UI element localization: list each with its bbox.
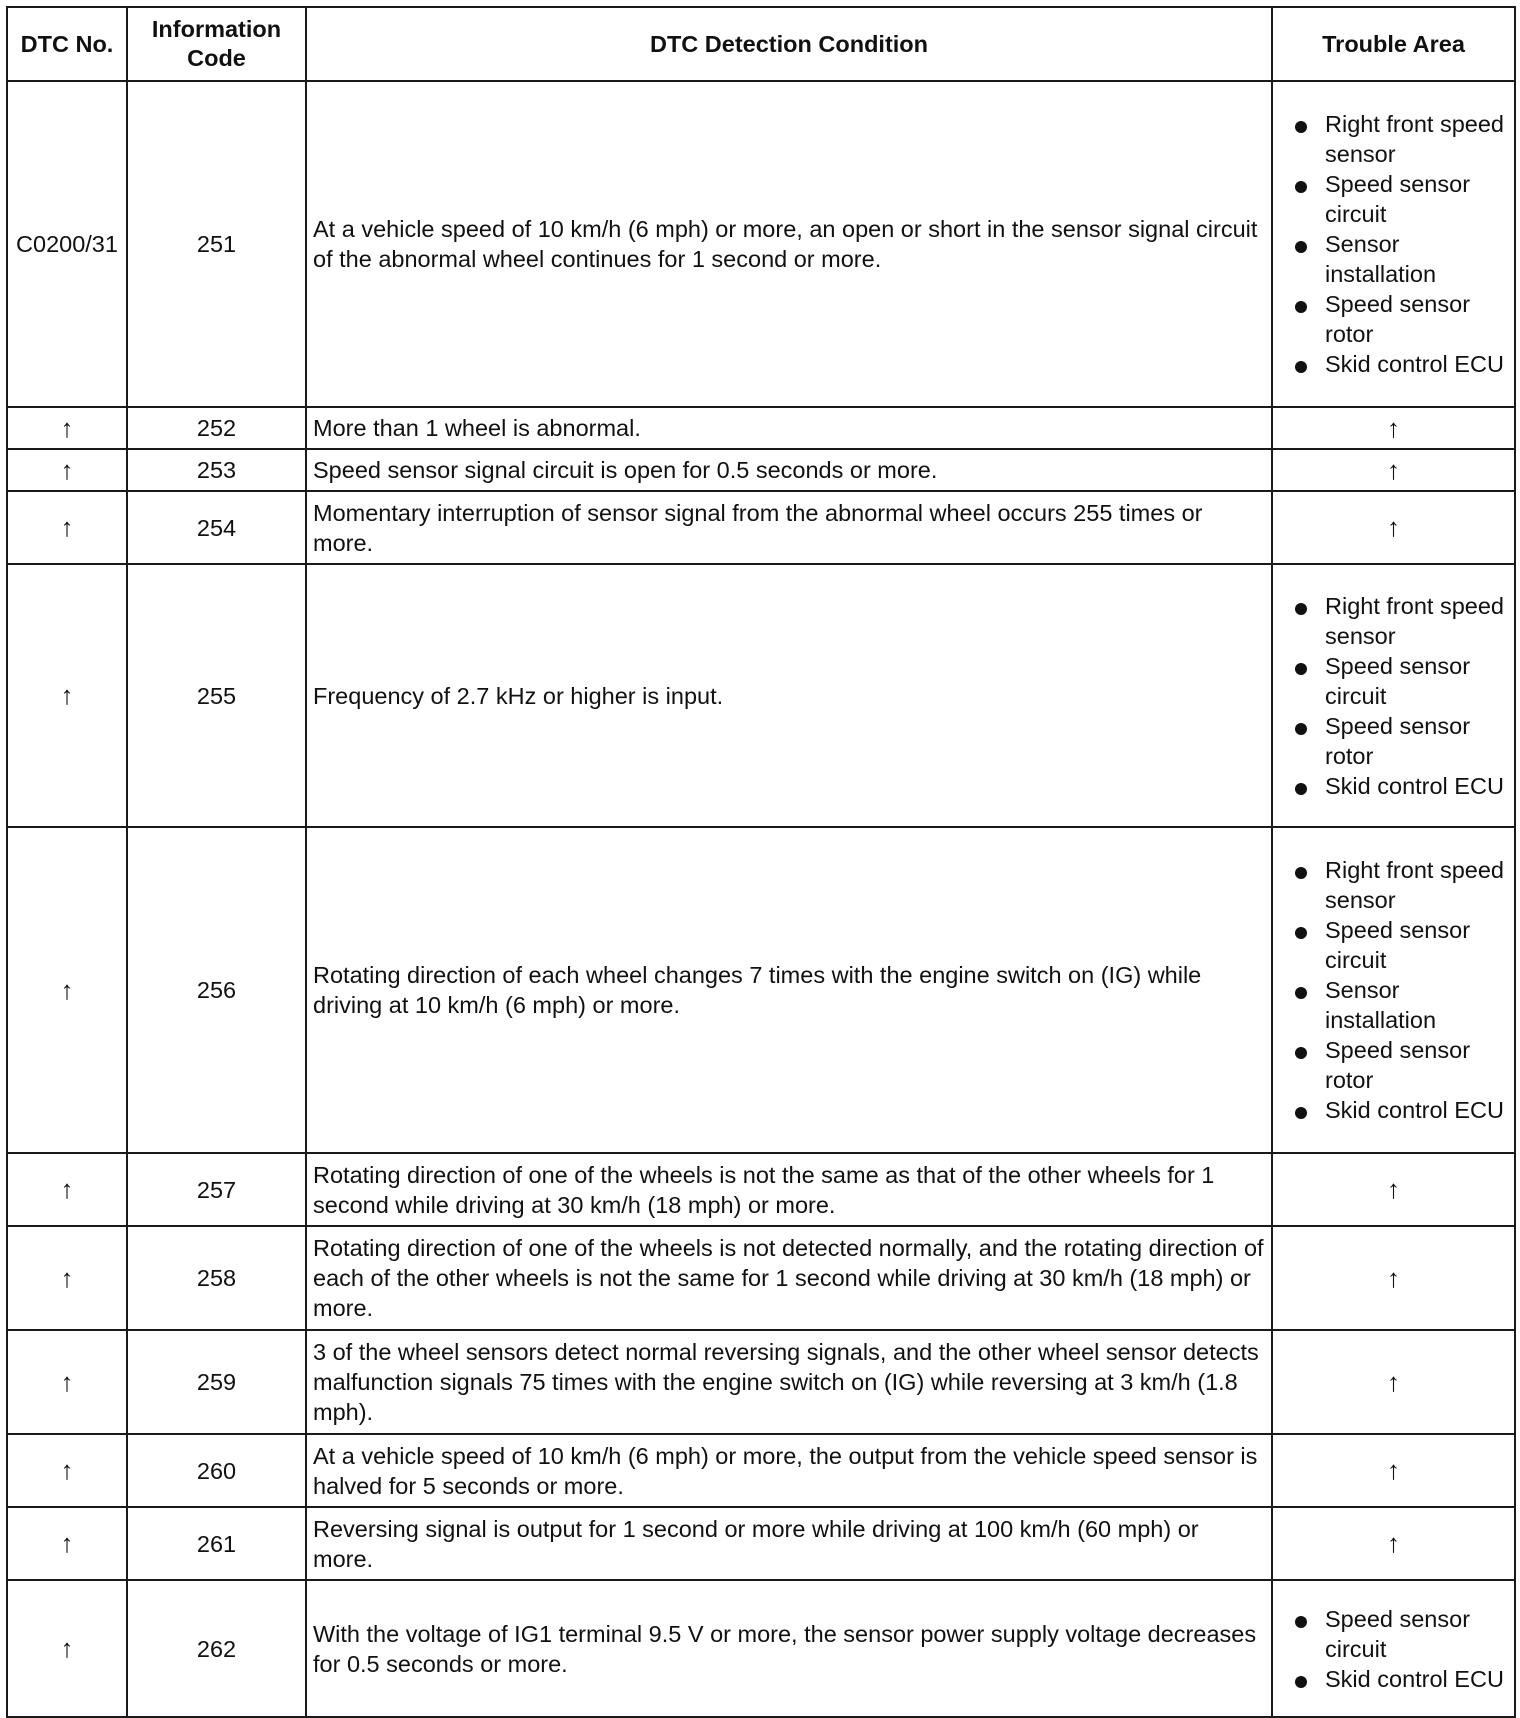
same-as-above-arrow-icon: ↑: [1387, 1174, 1400, 1204]
trouble-area-list: [1279, 109, 1508, 379]
same-as-above-arrow-icon: ↑: [60, 512, 74, 542]
dtc-cell: [7, 1434, 127, 1507]
info-code-cell: 252: [127, 407, 306, 449]
dtc-cell: [7, 1330, 127, 1434]
trouble-area-item: Sensor installation: [1279, 229, 1508, 289]
trouble-area-cell: [1272, 1507, 1515, 1580]
table-row: [7, 1226, 1515, 1330]
trouble-area-item: Speed sensor rotor: [1279, 289, 1508, 349]
trouble-area-item: Speed sensor rotor: [1279, 711, 1508, 771]
dtc-cell: [7, 1580, 127, 1717]
condition-cell: At a vehicle speed of 10 km/h (6 mph) or more, an open or short in the sensor signal circuit of the abnormal wheel continues for 1 second or more.: [306, 81, 1272, 407]
trouble-area-cell: [1272, 1580, 1515, 1717]
trouble-area-cell: [1272, 1226, 1515, 1330]
same-as-above-arrow-icon: ↑: [1387, 454, 1400, 485]
dtc-cell: [7, 564, 127, 827]
dtc-cell: C0200/31: [7, 81, 127, 407]
dtc-cell: [7, 1507, 127, 1580]
condition-cell: Reversing signal is output for 1 second or more while driving at 100 km/h (60 mph) or more.: [306, 1507, 1272, 1580]
trouble-area-cell: [1272, 827, 1515, 1153]
same-as-above-arrow-icon: ↑: [60, 454, 74, 485]
trouble-area-item: Speed sensor circuit: [1279, 915, 1508, 975]
info-code-cell: 262: [127, 1580, 306, 1717]
table-row: [7, 1434, 1515, 1507]
condition-cell: Rotating direction of each wheel changes 7 times with the engine switch on (IG) while driving at 10 km/h (6 mph) or more.: [306, 827, 1272, 1153]
table-row: [7, 1153, 1515, 1226]
trouble-area-item: Right front speed sensor: [1279, 109, 1508, 169]
header-row: [7, 7, 1515, 81]
trouble-area-cell: [1272, 407, 1515, 449]
trouble-area-item: Speed sensor rotor: [1279, 1035, 1508, 1095]
trouble-area-item: Right front speed sensor: [1279, 591, 1508, 651]
info-code-cell: 257: [127, 1153, 306, 1226]
condition-cell: More than 1 wheel is abnormal.: [306, 407, 1272, 449]
table-row: [7, 1580, 1515, 1717]
same-as-above-arrow-icon: ↑: [1387, 1455, 1400, 1485]
trouble-area-item: Speed sensor circuit: [1279, 169, 1508, 229]
same-as-above-arrow-icon: ↑: [60, 1633, 74, 1663]
same-as-above-arrow-icon: ↑: [60, 1366, 74, 1397]
condition-cell: Speed sensor signal circuit is open for 0.5 seconds or more.: [306, 449, 1272, 491]
same-as-above-arrow-icon: ↑: [60, 1455, 74, 1485]
trouble-area-list: [1279, 1604, 1508, 1694]
condition-cell: At a vehicle speed of 10 km/h (6 mph) or more, the output from the vehicle speed sensor is halved for 5 seconds or more.: [306, 1434, 1272, 1507]
table-row: [7, 1507, 1515, 1580]
condition-cell: Momentary interruption of sensor signal from the abnormal wheel occurs 255 times or more.: [306, 491, 1272, 564]
dtc-cell: [7, 491, 127, 564]
condition-cell: Rotating direction of one of the wheels is not the same as that of the other wheels for 1 second while driving at 30 km/h (18 mph) or more.: [306, 1153, 1272, 1226]
info-code-cell: 261: [127, 1507, 306, 1580]
header-detection-condition: DTC Detection Condition: [306, 7, 1272, 81]
trouble-area-item: Right front speed sensor: [1279, 855, 1508, 915]
same-as-above-arrow-icon: ↑: [60, 974, 74, 1005]
info-code-cell: 260: [127, 1434, 306, 1507]
info-code-cell: 259: [127, 1330, 306, 1434]
same-as-above-arrow-icon: ↑: [60, 1262, 74, 1293]
dtc-cell: [7, 407, 127, 449]
same-as-above-arrow-icon: ↑: [60, 1528, 74, 1558]
condition-cell: Rotating direction of one of the wheels is not detected normally, and the rotating direction of each of the other wheels is not the same for 1 second while driving at 30 km/h (18 mph) or more.: [306, 1226, 1272, 1330]
trouble-area-item: Skid control ECU: [1279, 771, 1508, 801]
condition-cell: With the voltage of IG1 terminal 9.5 V or more, the sensor power supply voltage decreases for 0.5 seconds or more.: [306, 1580, 1272, 1717]
same-as-above-arrow-icon: ↑: [1387, 1528, 1400, 1558]
header-dtc-no: DTC No.: [7, 7, 127, 81]
trouble-area-cell: [1272, 1153, 1515, 1226]
same-as-above-arrow-icon: ↑: [1387, 412, 1400, 443]
dtc-cell: [7, 827, 127, 1153]
trouble-area-item: Skid control ECU: [1279, 1664, 1508, 1694]
trouble-area-cell: [1272, 81, 1515, 407]
info-code-cell: 253: [127, 449, 306, 491]
table-row: [7, 1330, 1515, 1434]
table-row: [7, 449, 1515, 491]
header-information-code: Information Code: [127, 7, 306, 81]
info-code-cell: 258: [127, 1226, 306, 1330]
condition-cell: 3 of the wheel sensors detect normal reversing signals, and the other wheel sensor detects malfunction signals 75 times with the engine switch on (IG) while reversing at 3 km/h (1.8 mph).: [306, 1330, 1272, 1434]
info-code-cell: 256: [127, 827, 306, 1153]
table-row: [7, 407, 1515, 449]
same-as-above-arrow-icon: ↑: [60, 1174, 74, 1204]
info-code-cell: 251: [127, 81, 306, 407]
table-row: [7, 491, 1515, 564]
trouble-area-cell: [1272, 491, 1515, 564]
condition-cell: Frequency of 2.7 kHz or higher is input.: [306, 564, 1272, 827]
trouble-area-cell: [1272, 449, 1515, 491]
info-code-cell: 254: [127, 491, 306, 564]
trouble-area-list: [1279, 855, 1508, 1125]
trouble-area-item: Skid control ECU: [1279, 1095, 1508, 1125]
trouble-area-item: Speed sensor circuit: [1279, 1604, 1508, 1664]
trouble-area-list: [1279, 591, 1508, 801]
dtc-cell: [7, 1226, 127, 1330]
table-row: [7, 827, 1515, 1153]
dtc-table: [6, 6, 1516, 1718]
trouble-area-item: Speed sensor circuit: [1279, 651, 1508, 711]
same-as-above-arrow-icon: ↑: [60, 412, 74, 443]
same-as-above-arrow-icon: ↑: [1387, 512, 1400, 542]
info-code-cell: 255: [127, 564, 306, 827]
dtc-cell: [7, 1153, 127, 1226]
table-row: [7, 81, 1515, 407]
same-as-above-arrow-icon: ↑: [1387, 1262, 1400, 1293]
trouble-area-cell: [1272, 564, 1515, 827]
trouble-area-item: Skid control ECU: [1279, 349, 1508, 379]
table-row: [7, 564, 1515, 827]
trouble-area-cell: [1272, 1434, 1515, 1507]
dtc-cell: [7, 449, 127, 491]
same-as-above-arrow-icon: ↑: [1387, 1366, 1400, 1397]
same-as-above-arrow-icon: ↑: [60, 680, 74, 710]
trouble-area-item: Sensor installation: [1279, 975, 1508, 1035]
header-trouble-area: Trouble Area: [1272, 7, 1515, 81]
trouble-area-cell: [1272, 1330, 1515, 1434]
